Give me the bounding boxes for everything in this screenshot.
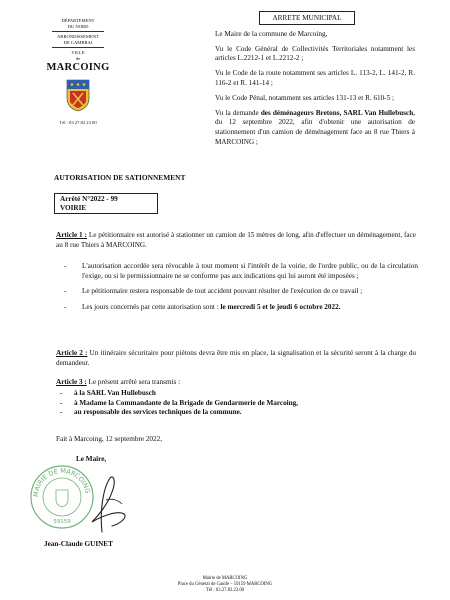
- signer-name: Jean-Claude GUINET: [44, 540, 113, 548]
- article-1-text: Le pétitionnaire est autorisé à stationner un camion de 15 mètres de long, afin d'effectuer un déménagement, face au 8 rue Thiers à MARCOING.: [56, 231, 416, 249]
- seal-code: 59159: [53, 519, 71, 525]
- preamble-maire: Le Maire de la commune de Marcoing,: [215, 30, 328, 38]
- preamble-code-penal: Vu le Code Pénal, notamment ses articles 131-13 et R. 610-5 ;: [215, 93, 395, 102]
- list-item: - Les jours concernés par cette autorisation sont : le mercredi 5 et le jeudi 6 octobre 2022.: [64, 302, 341, 311]
- footer-line2: Place du Général de Gaulle – 59159 MARCOING: [177, 582, 273, 587]
- article-3: [56, 378, 416, 388]
- arrete-municipal-box: ARRETE MUNICIPAL: [259, 11, 355, 25]
- ville-line2: de: [75, 55, 81, 61]
- footer-line1: Mairie de MARCOING: [202, 576, 248, 581]
- seal-text: MAIRIE DE MARCOING: [31, 466, 92, 498]
- preamble-cgct: Vu le Code Général de Collectivités Territoriales notamment les articles L.2212-1 et L.2212-2 ;: [215, 44, 415, 63]
- list-item: - Le pétitionnaire restera responsable de tout accident pouvant résulter de l'exécution de ce travail ;: [64, 287, 363, 296]
- city-name: MARCOING: [46, 61, 110, 73]
- article-1: [56, 231, 416, 250]
- footer-line3: Tél : 03.27.82.23.00: [205, 588, 245, 593]
- article-2-text: Un itinéraire sécuritaire pour piétons devra être mis en place, la signalisation et la sécurité seront à la charge du demandeur.: [56, 349, 417, 367]
- telephone: Tél : 03 27 82 23 00: [59, 119, 97, 125]
- footer: [0, 576, 450, 594]
- list-item: - L'autorisation accordée sera révocable à tout moment si l'intérêt de la voirie, de l'ordre public, ou de la circulation l'exige, ou si le permissionnaire ne se conforme pas aux indications qui lui auront été imposées ;: [64, 262, 418, 280]
- conditions-list: [64, 262, 418, 318]
- maire-label: Le Maire,: [76, 455, 107, 463]
- divider: [52, 47, 104, 48]
- divider: [52, 31, 104, 32]
- article-2: [56, 349, 416, 368]
- department-line2: DU NORD: [67, 23, 89, 29]
- arrete-number: Arrêté N°2022 - 99: [60, 195, 118, 203]
- date-place: Fait à Marcoing, 12 septembre 2022,: [56, 435, 162, 443]
- article-2-label: Article 2 :: [56, 349, 88, 357]
- recipients-list: [60, 389, 400, 418]
- preamble-code-route: Vu le Code de la route notamment ses articles L. 113-2, L. 141-2, R. 116-2 et R. 141-14 ;: [215, 69, 415, 87]
- list-item: - au responsable des services techniques de la commune.: [60, 408, 242, 417]
- preamble: [215, 30, 415, 152]
- arrondissement-line1: ARRONDISSEMENT: [57, 34, 99, 40]
- ville-line1: VILLE: [71, 50, 85, 56]
- department-line1: DÉPARTEMENT: [61, 18, 95, 23]
- signature-icon: [72, 470, 142, 540]
- article-3-label: Article 3 :: [56, 378, 87, 386]
- preamble-demande: Vu la demande des déménageurs Bretons, SARL Van Hullebusch, du 12 septembre 2022, afin d'obtenir une autorisation de stationnement d'un camion de déménagement face au 8 rue Thiers à MARCOING ;: [215, 108, 415, 146]
- list-item: - à Madame la Commandante de la Brigade de Gendarmerie de Marcoing,: [60, 398, 299, 407]
- coat-of-arms-icon: [64, 78, 92, 112]
- reference-box: [54, 193, 158, 214]
- article-1-label: Article 1 :: [56, 231, 87, 239]
- arrondissement-line2: DE CAMBRAI: [63, 39, 93, 45]
- document-title: AUTORISATION DE SATIONNEMENT: [54, 173, 186, 182]
- service-label: VOIRIE: [60, 204, 87, 213]
- municipal-logo-block: [44, 18, 112, 125]
- article-3-text: Le présent arrêté sera transmis :: [86, 378, 181, 386]
- list-item: - à la SARL Van Hullebusch: [60, 389, 156, 397]
